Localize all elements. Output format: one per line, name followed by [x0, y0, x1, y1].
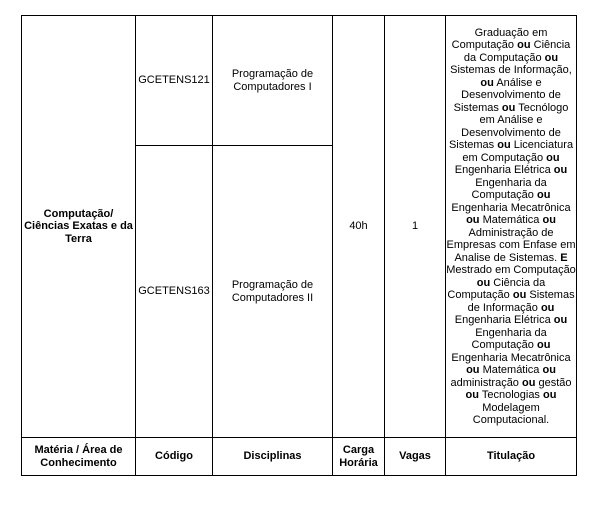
course-code-cell: GCETENS163	[136, 146, 213, 438]
titulacao-text: Tecnologias	[478, 389, 543, 401]
titulacao-text: Engenharia Mecatrônica	[451, 351, 571, 364]
titulacao-text: gestão	[535, 376, 572, 389]
titulacao-connector: ou	[543, 389, 557, 401]
titulacao-connector: ou	[536, 339, 551, 351]
titulacao-text: Ciência da Computação	[447, 276, 546, 301]
titulacao-text: Mestrado em Computação	[446, 264, 576, 276]
titulacao-connector: ou	[465, 389, 479, 401]
titulacao-connector: ou	[536, 189, 551, 201]
titulacao-connector: ou	[466, 364, 480, 376]
titulacao-text: Engenharia Elétrica	[454, 314, 554, 326]
course-name-cell: Programação de Computadores I	[213, 16, 333, 146]
titulacao-connector: ou	[517, 39, 531, 51]
area-cell: Computação/ Ciências Exatas e da Terra	[22, 16, 136, 438]
titulacao-connector: ou	[542, 214, 556, 226]
header-code: Código	[136, 438, 213, 476]
titulacao-connector: ou	[466, 214, 480, 226]
titulacao-text: Matemática	[479, 364, 543, 376]
titulacao-connector: ou	[553, 164, 568, 176]
titulacao-connector: ou	[476, 276, 491, 289]
header-titulacao: Titulação	[446, 438, 577, 476]
titulacao-text: Licenciatura em Computação	[462, 139, 574, 164]
titulacao-text: Graduação em Computação	[451, 26, 548, 51]
titulacao-connector: ou	[512, 289, 527, 301]
titulacao-text: Administração de Empresas com Enfase em Analise de Sistemas.	[446, 226, 576, 264]
titulacao-text: administração	[450, 376, 522, 389]
titulacao-connector: ou	[546, 151, 560, 164]
header-area: Matéria / Área de Conhecimento	[22, 438, 136, 476]
header-row	[22, 438, 577, 476]
titulacao-text: Modelagem Computacional.	[472, 401, 550, 426]
titulacao-connector: ou	[542, 364, 556, 376]
vacancy-table	[21, 15, 577, 476]
hours-cell: 40h	[333, 16, 385, 438]
titulacao-text: Engenharia Elétrica	[454, 164, 554, 176]
titulacao-text: Engenharia da Computação	[471, 176, 547, 201]
table-row	[22, 16, 577, 146]
titulacao-text: Sistemas de Informação,	[450, 64, 572, 76]
titulacao-connector: ou	[480, 76, 494, 89]
titulacao-connector: ou	[501, 101, 516, 114]
titulacao-text: Sistemas de Informação	[467, 289, 575, 314]
header-vacancies: Vagas	[385, 438, 446, 476]
titulacao-text: Engenharia da Computação	[471, 326, 547, 351]
titulacao-connector: ou	[553, 314, 568, 326]
titulacao-text: Matemática	[479, 214, 543, 226]
titulacao-connector: ou	[522, 376, 536, 389]
titulacao-cell	[446, 16, 577, 438]
titulacao-connector: E	[560, 251, 568, 264]
course-code-cell: GCETENS121	[136, 16, 213, 146]
titulacao-connector: ou	[544, 51, 559, 64]
header-hours: Carga Horária	[333, 438, 385, 476]
titulacao-text: Engenharia Mecatrônica	[451, 201, 571, 214]
header-disciplines: Disciplinas	[213, 438, 333, 476]
vacancies-cell: 1	[385, 16, 446, 438]
titulacao-connector: ou	[540, 301, 555, 314]
titulacao-text: Tecnólogo em Análise e Desenvolvimento de Sistemas	[448, 101, 569, 151]
titulacao-connector: ou	[497, 139, 511, 151]
course-name-cell: Programação de Computadores II	[213, 146, 333, 438]
titulacao-text: Análise e Desenvolvimento de Sistemas	[453, 76, 561, 114]
titulacao-text: Ciência da Computação	[463, 39, 571, 64]
